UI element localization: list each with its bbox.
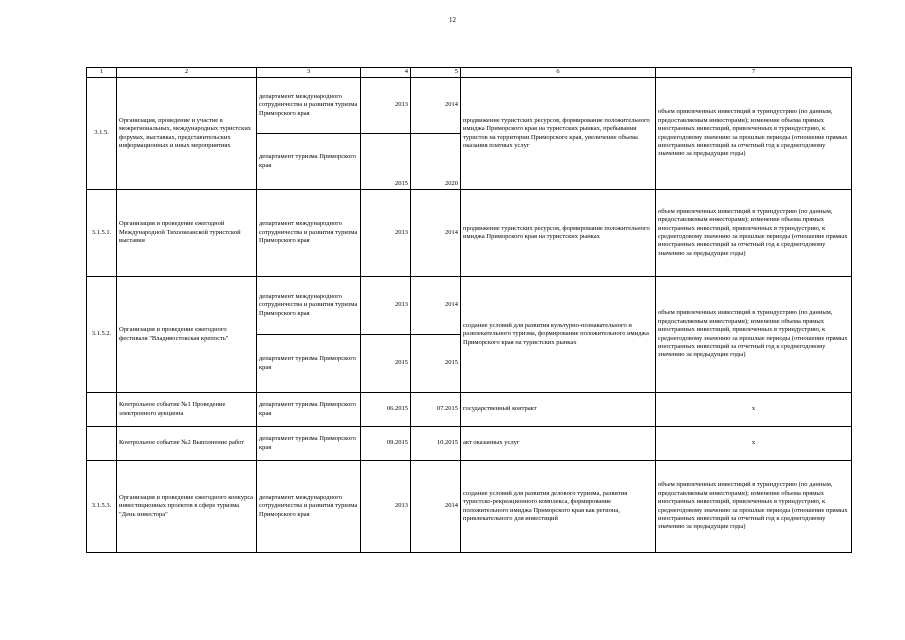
row-number: 3.1.5.3. (87, 461, 117, 553)
measure-name: Организация и проведение ежегодного конкурса инвестиционных проектов в сфере туризма "День инвестора" (117, 461, 257, 553)
end-year: 2020 (411, 134, 461, 190)
start-year: 2015 (361, 335, 411, 393)
table-row (87, 461, 852, 553)
expected-result: создание условий для развития делового туризма, развития туристско-рекреационного комплекса, формирование положительного имиджа Приморского края как региона, привлекательного для инвестиций (461, 461, 656, 553)
header-row (87, 68, 852, 78)
start-date: 06.2015 (361, 393, 411, 427)
measure-name: Контрольное событие №2 Выполнение работ (117, 427, 257, 461)
executor: департамент туризма Приморского края (257, 427, 361, 461)
measure-name: Организация и проведение ежегодной Международной Тихоокеанской туристской выставки (117, 190, 257, 277)
start-year: 2013 (361, 78, 411, 134)
end-year: 2014 (411, 78, 461, 134)
expected-result: продвижение туристских ресурсов, формирование положительного имиджа Приморского края на туристских рынках (461, 190, 656, 277)
table-row (87, 190, 852, 277)
expected-result: создание условий для развития культурно-познавательного и развлекательного туризма, формирование положительного имиджа Приморского края на туристских рынках (461, 277, 656, 393)
expected-result: акт оказанных услуг (461, 427, 656, 461)
table-row (87, 427, 852, 461)
executor: департамент международного сотрудничества и развития туризма Приморского края (257, 190, 361, 277)
expected-result: государственный контракт (461, 393, 656, 427)
measure-name: Организация, проведение и участие в межрегиональных, международных туристских форумах, выставках, представительских информационных и иных мероприятиях (117, 78, 257, 190)
row-number: 3.1.5.1. (87, 190, 117, 277)
indicator: х (656, 427, 852, 461)
row-number (87, 427, 117, 461)
measure-name: Контрольное событие №1 Проведение электронного аукциона (117, 393, 257, 427)
executor: департамент международного сотрудничества и развития туризма Приморского края (257, 78, 361, 134)
indicator: объем привлеченных инвестиций в туриндустрию (по данным, предоставляемым инвесторами); изменение объема прямых иностранных инвестиций, привлеченных в туриндустрию, к среднегодовому значению за прошлые периоды (отношение прямых иностранных инвестиций за отчетный год к среднегодовому значению за предыдущие годы) (656, 78, 852, 190)
executor: департамент туризма Приморского края (257, 134, 361, 190)
expected-result: продвижение туристских ресурсов, формирование положительного имиджа Приморского края на туристских рынках, пребывания туристов на территории Приморского края, увеличение объема оказания платных услуг (461, 78, 656, 190)
col-header-1: 1 (87, 68, 117, 78)
executor: департамент международного сотрудничества и развития туризма Приморского края (257, 277, 361, 335)
end-date: 10.2015 (411, 427, 461, 461)
table-row (87, 277, 852, 335)
start-year: 2013 (361, 277, 411, 335)
row-number: 3.1.5.2. (87, 277, 117, 393)
page-number: 12 (449, 16, 456, 24)
program-table (86, 67, 852, 553)
start-date: 09.2015 (361, 427, 411, 461)
end-year: 2014 (411, 190, 461, 277)
table-row (87, 78, 852, 134)
col-header-7: 7 (656, 68, 852, 78)
executor: департамент туризма Приморского края (257, 393, 361, 427)
indicator: х (656, 393, 852, 427)
row-number (87, 393, 117, 427)
measure-name: Организация и проведение ежегодного фестиваля "Владивостокская крепость" (117, 277, 257, 393)
table-row (87, 393, 852, 427)
indicator: объем привлеченных инвестиций в туриндустрию (по данным, предоставляемым инвесторами); изменение объема прямых иностранных инвестиций, привлеченных в туриндустрию, к среднегодовому значению за прошлые периоды (отношение прямых иностранных инвестиций за отчетный год к среднегодовому значению за предыдущие годы) (656, 461, 852, 553)
executor: департамент туризма Приморского края (257, 335, 361, 393)
col-header-5: 5 (411, 68, 461, 78)
start-year: 2015 (361, 134, 411, 190)
end-year: 2015 (411, 335, 461, 393)
row-number: 3.1.5. (87, 78, 117, 190)
end-year: 2014 (411, 461, 461, 553)
indicator: объем привлеченных инвестиций в туриндустрию (по данным, предоставляемым инвесторами); изменение объема прямых иностранных инвестиций, привлеченных в туриндустрию, к среднегодовому значению за прошлые периоды (отношение прямых иностранных инвестиций за отчетный год к среднегодовому значению за предыдущие годы) (656, 277, 852, 393)
indicator: объем привлеченных инвестиций в туриндустрию (по данным, предоставляемым инвесторами); изменение объема прямых иностранных инвестиций, привлеченных в туриндустрию, к среднегодовому значению за прошлые периоды (отношение прямых иностранных инвестиций за отчетный год к среднегодовому значению за предыдущие годы) (656, 190, 852, 277)
col-header-2: 2 (117, 68, 257, 78)
col-header-4: 4 (361, 68, 411, 78)
col-header-3: 3 (257, 68, 361, 78)
col-header-6: 6 (461, 68, 656, 78)
end-year: 2014 (411, 277, 461, 335)
end-date: 07.2015 (411, 393, 461, 427)
executor: департамент международного сотрудничества и развития туризма Приморского края (257, 461, 361, 553)
start-year: 2013 (361, 461, 411, 553)
start-year: 2013 (361, 190, 411, 277)
